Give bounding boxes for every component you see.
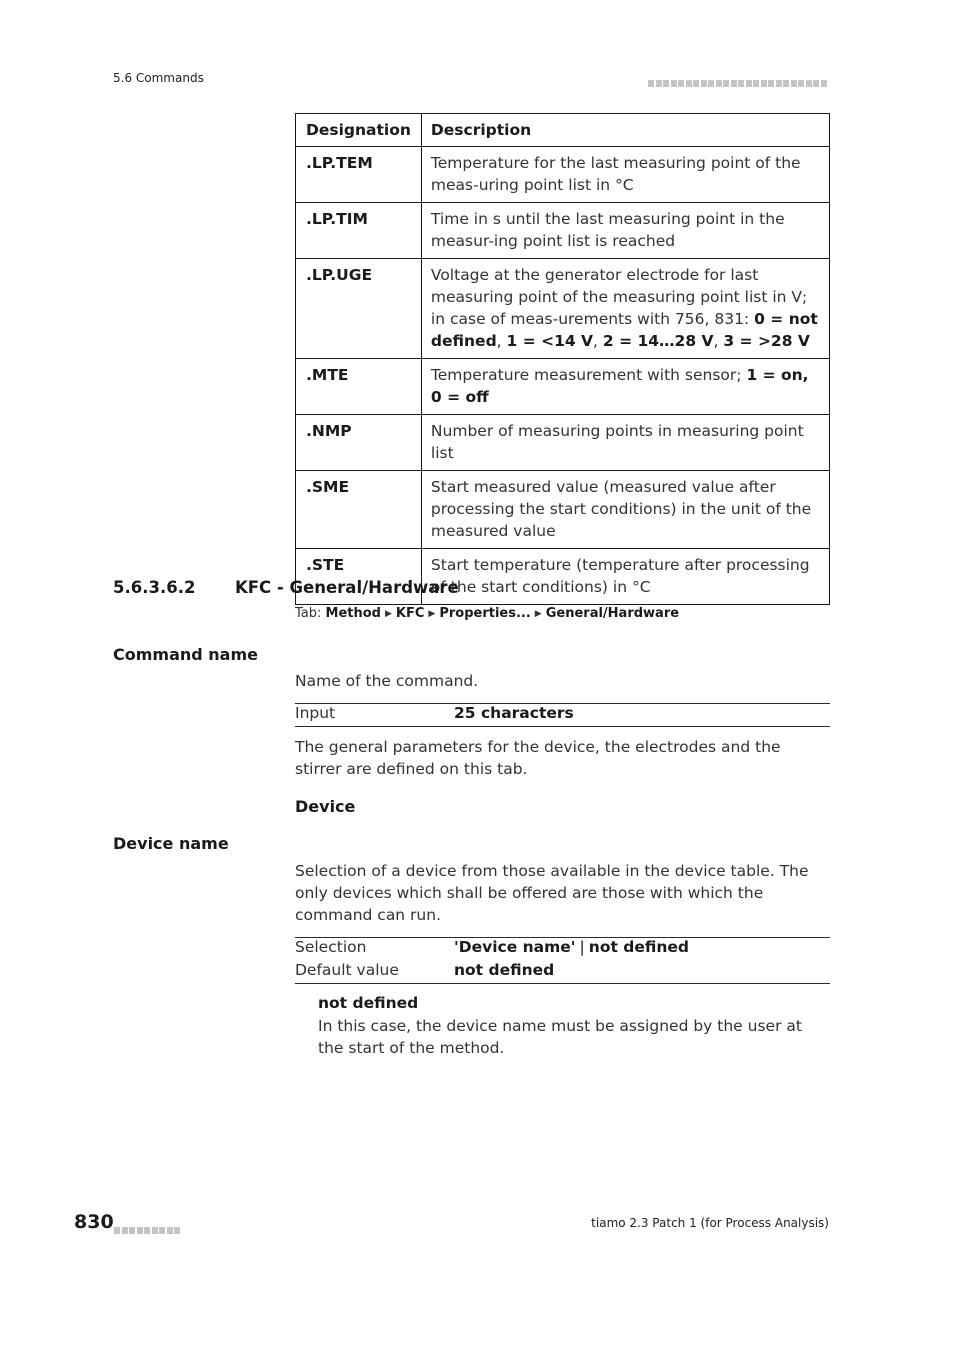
device-name-heading: Device name [113, 834, 229, 853]
decor-dot [122, 1227, 128, 1234]
table-row [296, 415, 830, 471]
header-designation: Designation [296, 114, 422, 147]
decor-dot [723, 80, 729, 87]
footer-product: tiamo 2.3 Patch 1 (for Process Analysis) [591, 1216, 829, 1230]
command-name-heading: Command name [113, 645, 258, 664]
description-text: Number of measuring points in measuring point list [430, 422, 804, 462]
header-description: Description [421, 114, 829, 147]
decor-dot [806, 80, 812, 87]
description-text: 2 = 14…28 V [602, 332, 714, 350]
selection-option-device-name: 'Device name' [454, 938, 576, 956]
option-description: In this case, the device name must be assigned by the user at the start of the method. [318, 1017, 802, 1057]
table-row [296, 203, 830, 259]
decor-dot [686, 80, 692, 87]
decor-dot [783, 80, 789, 87]
page-number: 830 [74, 1211, 114, 1233]
designation-cell: .LP.UGE [296, 259, 422, 359]
table-row [296, 259, 830, 359]
device-subheading: Device [295, 797, 356, 816]
decor-dot [746, 80, 752, 87]
designation-cell: .MTE [296, 359, 422, 415]
arrow-icon: ▶ [385, 609, 392, 619]
arrow-icon: ▶ [428, 609, 436, 619]
default-value: not defined [454, 961, 555, 979]
decor-dot [731, 80, 737, 87]
decor-dot [663, 80, 669, 87]
description-text: Temperature measurement with sensor; [430, 366, 747, 384]
description-text: 3 = >28 V [723, 332, 810, 350]
description-text: Temperature for the last measuring point of the meas-uring point list in °C [430, 154, 801, 194]
section-number: 5.6.3.6.2 [113, 578, 196, 597]
designation-cell: .NMP [296, 415, 422, 471]
decor-dot [753, 80, 759, 87]
option-name: not defined [318, 994, 419, 1012]
running-head: 5.6 Commands [113, 71, 204, 85]
divider [295, 726, 830, 727]
arrow-icon: ▶ [534, 609, 542, 619]
decor-dot [738, 80, 744, 87]
decor-dot [761, 80, 767, 87]
device-name-text: Selection of a device from those available in the device table. The only devices which shall be offered are those with which the command can run. [295, 862, 809, 924]
description-text: , [713, 332, 724, 350]
general-text: The general parameters for the device, the electrodes and the stirrer are defined on this tab. [295, 738, 781, 778]
section-title: KFC - General/Hardware [235, 578, 459, 597]
decor-dot [821, 80, 827, 87]
description-text: 0 = not defined [430, 310, 818, 350]
description-cell [421, 415, 829, 471]
decor-dot [137, 1227, 143, 1234]
table-row [296, 359, 830, 415]
decor-dot [648, 80, 654, 87]
designation-cell: .LP.TEM [296, 147, 422, 203]
selection-label: Selection [295, 938, 367, 956]
tab-path-kfc: KFC [395, 606, 425, 621]
table-header-row [296, 114, 830, 147]
decor-dot [776, 80, 782, 87]
description-cell [421, 259, 829, 359]
footer-decoration [114, 1219, 182, 1238]
designation-cell: .SME [296, 471, 422, 549]
description-text: Voltage at the generator electrode for last measuring point of the measuring point list in V; in case of meas-urements with 756, 831: [430, 266, 808, 328]
description-cell [421, 203, 829, 259]
designation-cell: .STE [296, 549, 422, 605]
decor-dot [159, 1227, 165, 1234]
input-value: 25 characters [454, 704, 574, 722]
decor-dot [678, 80, 684, 87]
divider [295, 983, 830, 984]
decor-dot [708, 80, 714, 87]
description-cell [421, 359, 829, 415]
decor-dot [114, 1227, 120, 1234]
command-name-text: Name of the command. [295, 672, 479, 690]
decor-dot [167, 1227, 173, 1234]
default-value-label: Default value [295, 961, 399, 979]
tab-path-properties: Properties... [439, 606, 531, 621]
decor-dot [152, 1227, 158, 1234]
decor-dot [791, 80, 797, 87]
decor-dot [798, 80, 804, 87]
header-decoration [648, 72, 828, 91]
table-row [296, 471, 830, 549]
decor-dot [768, 80, 774, 87]
input-label: Input [295, 704, 336, 722]
designation-cell: .LP.TIM [296, 203, 422, 259]
description-text: Start temperature (temperature after processing of the start conditions) in °C [430, 556, 810, 596]
decor-dot [656, 80, 662, 87]
description-cell [421, 471, 829, 549]
description-text: 1 = on, 0 = off [430, 366, 809, 406]
tab-path [295, 606, 679, 621]
parameter-table [295, 113, 830, 605]
description-text: 1 = <14 V [506, 332, 594, 350]
description-text: , [496, 332, 507, 350]
tab-prefix: Tab: [295, 606, 322, 621]
table-row [296, 147, 830, 203]
decor-dot [813, 80, 819, 87]
description-text: Start measured value (measured value after processing the start conditions) in the unit of the measured value [430, 478, 812, 540]
decor-dot [671, 80, 677, 87]
tab-path-method: Method [325, 606, 381, 621]
decor-dot [174, 1227, 180, 1234]
decor-dot [129, 1227, 135, 1234]
description-text: , [593, 332, 603, 350]
selection-option-not-defined: not defined [588, 938, 690, 956]
decor-dot [693, 80, 699, 87]
decor-dot [701, 80, 707, 87]
selection-value [454, 938, 689, 956]
tab-path-general-hardware: General/Hardware [545, 606, 680, 621]
decor-dot [716, 80, 722, 87]
description-cell [421, 147, 829, 203]
decor-dot [144, 1227, 150, 1234]
selection-separator: | [579, 938, 585, 956]
description-text: Time in s until the last measuring point in the measur-ing point list is reached [430, 210, 785, 250]
description-cell [421, 549, 829, 605]
